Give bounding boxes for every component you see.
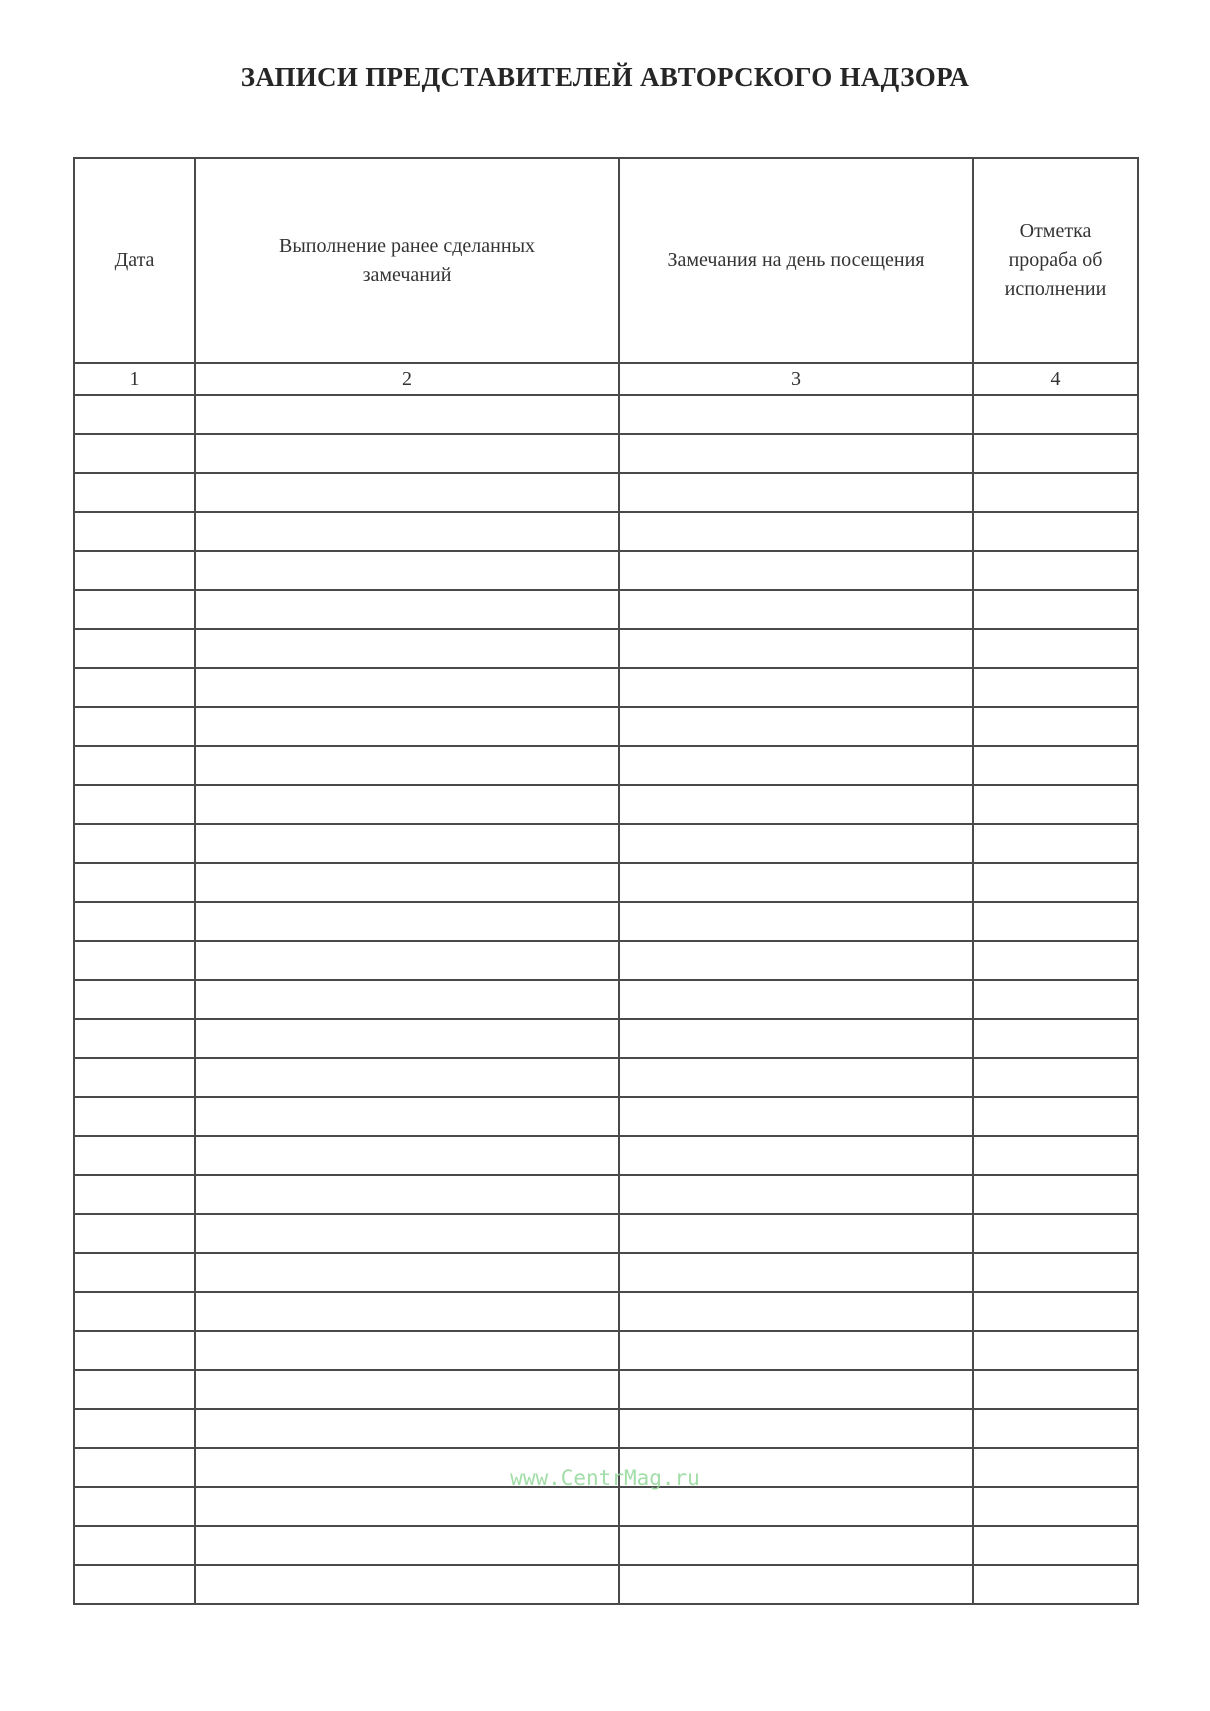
cell-foreman-mark	[973, 1058, 1138, 1097]
supervision-records-table	[73, 157, 1139, 1605]
header-previous-remarks: Выполнение ранее сделанных замечаний	[195, 158, 619, 363]
cell-foreman-mark	[973, 707, 1138, 746]
cell-date	[74, 1097, 195, 1136]
cell-foreman-mark	[973, 1487, 1138, 1526]
cell-date	[74, 629, 195, 668]
cell-date	[74, 512, 195, 551]
cell-foreman-mark	[973, 551, 1138, 590]
cell-previous-remarks	[195, 902, 619, 941]
cell-previous-remarks	[195, 512, 619, 551]
cell-previous-remarks	[195, 785, 619, 824]
cell-previous-remarks	[195, 395, 619, 434]
table-row	[74, 1058, 1138, 1097]
cell-previous-remarks	[195, 1331, 619, 1370]
cell-date	[74, 1409, 195, 1448]
cell-previous-remarks	[195, 941, 619, 980]
cell-visit-remarks	[619, 863, 973, 902]
cell-visit-remarks	[619, 1136, 973, 1175]
cell-foreman-mark	[973, 1370, 1138, 1409]
table-row	[74, 941, 1138, 980]
cell-foreman-mark	[973, 746, 1138, 785]
cell-visit-remarks	[619, 785, 973, 824]
header-visit-remarks: Замечания на день посещения	[619, 158, 973, 363]
table-row	[74, 1370, 1138, 1409]
cell-date	[74, 1253, 195, 1292]
cell-previous-remarks	[195, 1565, 619, 1604]
cell-visit-remarks	[619, 551, 973, 590]
cell-date	[74, 1136, 195, 1175]
cell-visit-remarks	[619, 1526, 973, 1565]
cell-visit-remarks	[619, 629, 973, 668]
cell-foreman-mark	[973, 1214, 1138, 1253]
table-row	[74, 590, 1138, 629]
table-row	[74, 434, 1138, 473]
cell-foreman-mark	[973, 668, 1138, 707]
cell-visit-remarks	[619, 473, 973, 512]
table-row	[74, 902, 1138, 941]
cell-foreman-mark	[973, 1292, 1138, 1331]
table-row	[74, 824, 1138, 863]
cell-date	[74, 1175, 195, 1214]
cell-previous-remarks	[195, 473, 619, 512]
cell-foreman-mark	[973, 941, 1138, 980]
cell-visit-remarks	[619, 434, 973, 473]
cell-visit-remarks	[619, 902, 973, 941]
cell-visit-remarks	[619, 746, 973, 785]
cell-previous-remarks	[195, 824, 619, 863]
table-row	[74, 863, 1138, 902]
cell-previous-remarks	[195, 1253, 619, 1292]
cell-visit-remarks	[619, 1214, 973, 1253]
cell-previous-remarks	[195, 1175, 619, 1214]
cell-date	[74, 1292, 195, 1331]
table-row	[74, 1214, 1138, 1253]
table-row	[74, 1487, 1138, 1526]
cell-visit-remarks	[619, 512, 973, 551]
cell-date	[74, 395, 195, 434]
cell-foreman-mark	[973, 512, 1138, 551]
cell-foreman-mark	[973, 590, 1138, 629]
cell-foreman-mark	[973, 1136, 1138, 1175]
cell-visit-remarks	[619, 1370, 973, 1409]
cell-date	[74, 668, 195, 707]
cell-foreman-mark	[973, 1409, 1138, 1448]
cell-date	[74, 1370, 195, 1409]
cell-visit-remarks	[619, 1097, 973, 1136]
cell-visit-remarks	[619, 1331, 973, 1370]
cell-date	[74, 551, 195, 590]
table-row	[74, 1175, 1138, 1214]
cell-date	[74, 902, 195, 941]
cell-foreman-mark	[973, 434, 1138, 473]
cell-previous-remarks	[195, 1058, 619, 1097]
cell-date	[74, 824, 195, 863]
table-row	[74, 1253, 1138, 1292]
cell-date	[74, 746, 195, 785]
header-foreman-mark: Отметка прораба об исполнении	[973, 158, 1138, 363]
cell-previous-remarks	[195, 1526, 619, 1565]
cell-visit-remarks	[619, 707, 973, 746]
page-title: ЗАПИСИ ПРЕДСТАВИТЕЛЕЙ АВТОРСКОГО НАДЗОРА	[240, 62, 970, 92]
cell-visit-remarks	[619, 1487, 973, 1526]
cell-previous-remarks	[195, 1409, 619, 1448]
cell-date	[74, 1487, 195, 1526]
cell-previous-remarks	[195, 434, 619, 473]
cell-previous-remarks	[195, 590, 619, 629]
cell-date	[74, 590, 195, 629]
cell-foreman-mark	[973, 395, 1138, 434]
table-row	[74, 629, 1138, 668]
cell-visit-remarks	[619, 1292, 973, 1331]
cell-visit-remarks	[619, 824, 973, 863]
cell-date	[74, 1058, 195, 1097]
cell-previous-remarks	[195, 1019, 619, 1058]
cell-date	[74, 1331, 195, 1370]
cell-foreman-mark	[973, 980, 1138, 1019]
table-row	[74, 1097, 1138, 1136]
header-date: Дата	[74, 158, 195, 363]
cell-foreman-mark	[973, 629, 1138, 668]
header-row	[74, 158, 1138, 363]
cell-foreman-mark	[973, 902, 1138, 941]
table-row	[74, 980, 1138, 1019]
watermark: www.CentrMag.ru	[510, 1466, 700, 1490]
cell-date	[74, 1565, 195, 1604]
cell-visit-remarks	[619, 395, 973, 434]
cell-foreman-mark	[973, 1526, 1138, 1565]
cell-foreman-mark	[973, 1331, 1138, 1370]
cell-previous-remarks	[195, 1097, 619, 1136]
cell-previous-remarks	[195, 668, 619, 707]
cell-previous-remarks	[195, 1214, 619, 1253]
cell-foreman-mark	[973, 785, 1138, 824]
table-row	[74, 746, 1138, 785]
table-row	[74, 551, 1138, 590]
cell-date	[74, 980, 195, 1019]
cell-foreman-mark	[973, 1019, 1138, 1058]
table-row	[74, 1565, 1138, 1604]
table-row	[74, 707, 1138, 746]
cell-previous-remarks	[195, 707, 619, 746]
cell-foreman-mark	[973, 1175, 1138, 1214]
cell-visit-remarks	[619, 941, 973, 980]
cell-visit-remarks	[619, 1019, 973, 1058]
cell-foreman-mark	[973, 1097, 1138, 1136]
cell-visit-remarks	[619, 668, 973, 707]
table-row	[74, 1331, 1138, 1370]
cell-visit-remarks	[619, 1175, 973, 1214]
table-row	[74, 473, 1138, 512]
table-row	[74, 1526, 1138, 1565]
cell-date	[74, 863, 195, 902]
cell-visit-remarks	[619, 1058, 973, 1097]
cell-previous-remarks	[195, 629, 619, 668]
table-row	[74, 395, 1138, 434]
cell-date	[74, 707, 195, 746]
cell-visit-remarks	[619, 980, 973, 1019]
table-body	[74, 363, 1138, 1604]
table-row	[74, 512, 1138, 551]
cell-foreman-mark	[973, 473, 1138, 512]
cell-visit-remarks	[619, 1409, 973, 1448]
table-row	[74, 1292, 1138, 1331]
cell-date	[74, 1526, 195, 1565]
table-row	[74, 1136, 1138, 1175]
cell-foreman-mark	[973, 1253, 1138, 1292]
cell-date	[74, 1019, 195, 1058]
column-number: 3	[619, 363, 973, 395]
cell-date	[74, 785, 195, 824]
cell-foreman-mark	[973, 863, 1138, 902]
table-row	[74, 1409, 1138, 1448]
cell-previous-remarks	[195, 863, 619, 902]
cell-previous-remarks	[195, 1292, 619, 1331]
cell-foreman-mark	[973, 824, 1138, 863]
table-row	[74, 1019, 1138, 1058]
column-number: 2	[195, 363, 619, 395]
cell-previous-remarks	[195, 980, 619, 1019]
cell-previous-remarks	[195, 746, 619, 785]
cell-previous-remarks	[195, 1487, 619, 1526]
cell-date	[74, 1214, 195, 1253]
cell-date	[74, 473, 195, 512]
column-number: 1	[74, 363, 195, 395]
cell-previous-remarks	[195, 551, 619, 590]
cell-previous-remarks	[195, 1136, 619, 1175]
cell-date	[74, 941, 195, 980]
table-row	[74, 668, 1138, 707]
cell-date	[74, 434, 195, 473]
cell-visit-remarks	[619, 1253, 973, 1292]
column-number-row	[74, 363, 1138, 395]
cell-visit-remarks	[619, 1565, 973, 1604]
table-row	[74, 785, 1138, 824]
cell-previous-remarks	[195, 1370, 619, 1409]
column-number: 4	[973, 363, 1138, 395]
cell-foreman-mark	[973, 1565, 1138, 1604]
cell-visit-remarks	[619, 590, 973, 629]
